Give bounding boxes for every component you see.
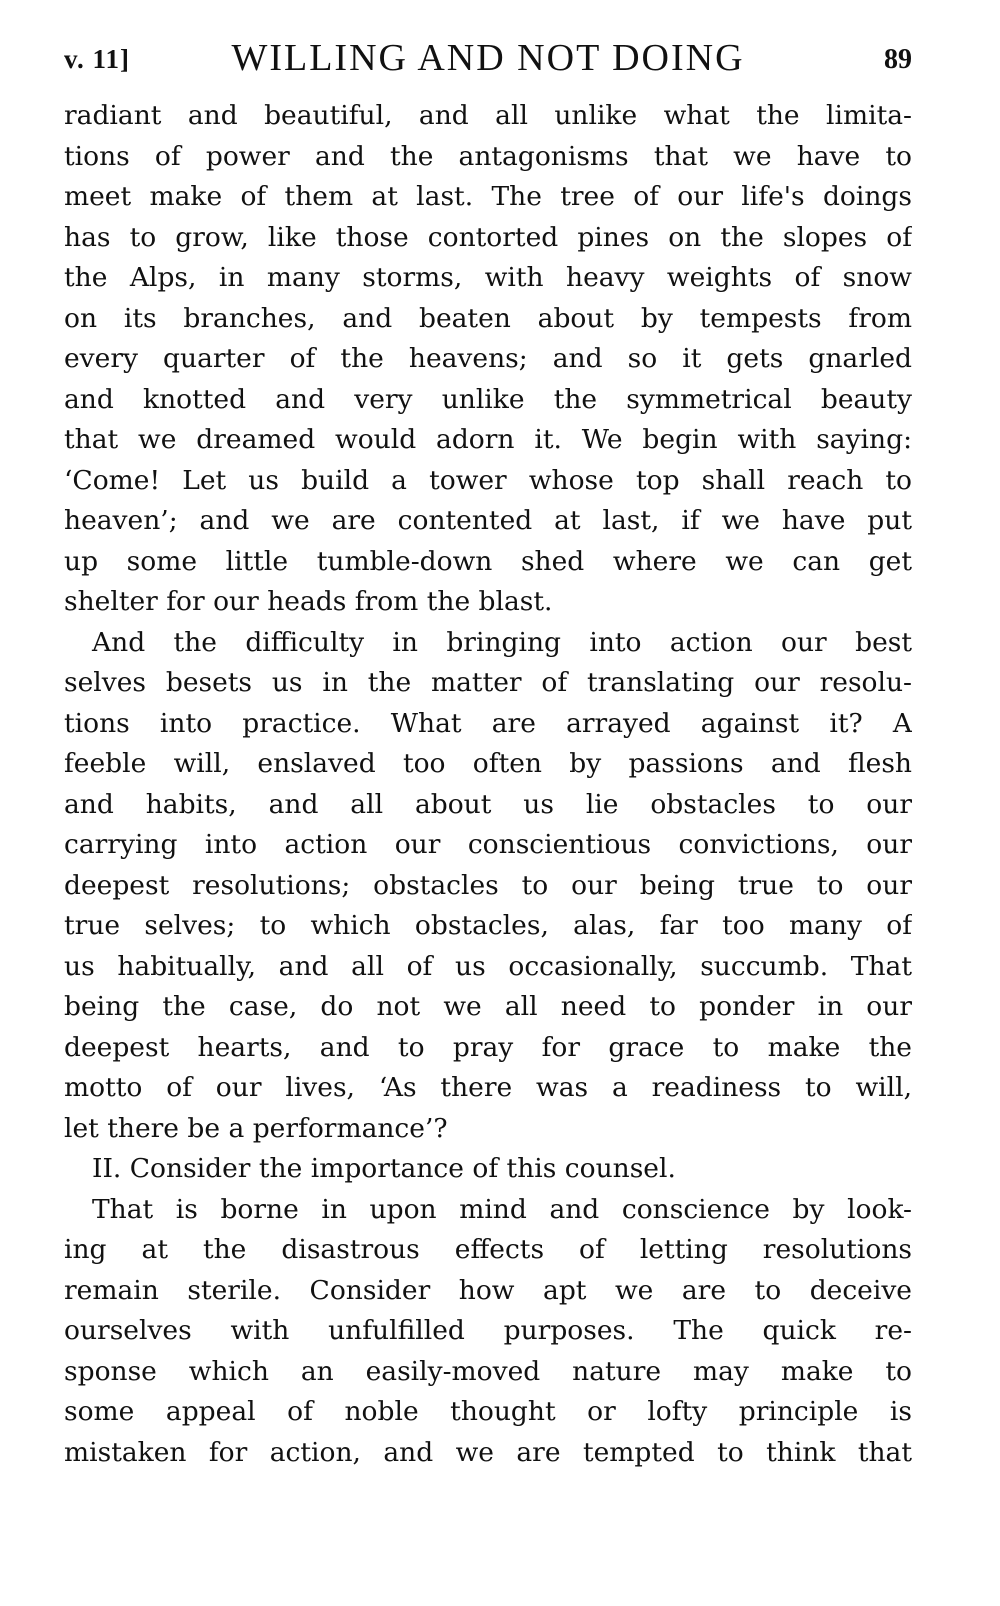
text-line: up some little tumble-down shed where we can get (64, 545, 912, 577)
text-line: deepest resolutions; obstacles to our being true to our (64, 869, 912, 901)
section-reference: v. 11] (64, 44, 131, 74)
text-line: on its branches, and beaten about by tempests from (64, 302, 912, 334)
running-title: WILLING AND NOT DOING (231, 37, 745, 79)
page-number: 89 (884, 44, 912, 75)
text-line: the Alps, in many storms, with heavy weights of snow (64, 262, 912, 293)
text-line: radiant and beautiful, and all unlike what the limita- (64, 100, 912, 131)
text-line: mistaken for action, and we are tempted to think that (64, 1436, 912, 1468)
text-line: deepest hearts, and to pray for grace to make the (64, 1031, 912, 1063)
text-line: and knotted and very unlike the symmetrical beauty (64, 383, 912, 415)
text-line: every quarter of the heavens; and so it gets gnarled (64, 343, 912, 374)
text-line: meet make of them at last. The tree of our life's doings (64, 181, 912, 212)
text-line: has to grow, like those contorted pines on the slopes of (64, 221, 912, 253)
text-line: being the case, do not we all need to ponder in our (64, 991, 912, 1022)
text-line: us habitually, and all of us occasionally, succumb. That (64, 950, 912, 982)
text-line: let there be a performance’? (64, 1112, 448, 1144)
text-line: motto of our lives, ‘As there was a readiness to will, (64, 1072, 912, 1103)
text-line: carrying into action our conscientious convictions, our (64, 829, 912, 860)
text-line: That is borne in upon mind and conscience by look- (92, 1193, 912, 1225)
text-line: selves besets us in the matter of translating our resolu- (64, 667, 912, 698)
text-line: true selves; to which obstacles, alas, far too many of (64, 910, 912, 941)
text-line: some appeal of noble thought or lofty principle is (64, 1396, 912, 1427)
book-page (64, 36, 912, 1473)
text-line: and habits, and all about us lie obstacles to our (64, 788, 912, 820)
text-line: ‘Come! Let us build a tower whose top shall reach to (64, 464, 912, 496)
text-line: tions of power and the antagonisms that we have to (64, 140, 912, 172)
text-line: II. Consider the importance of this counsel. (92, 1153, 676, 1184)
text-line: shelter for our heads from the blast. (64, 586, 553, 617)
text-line: And the difficulty in bringing into action our best (92, 626, 912, 658)
text-line: feeble will, enslaved too often by passions and flesh (64, 748, 912, 779)
text-line: tions into practice. What are arrayed against it? A (64, 707, 912, 739)
text-line: ourselves with unfulfilled purposes. The quick re- (64, 1315, 912, 1346)
text-line: ing at the disastrous effects of letting resolutions (64, 1234, 912, 1265)
running-head (64, 36, 912, 92)
body-text (64, 96, 912, 1473)
text-line: remain sterile. Consider how apt we are to deceive (64, 1274, 912, 1306)
text-line: heaven’; and we are contented at last, if we have put (64, 505, 912, 536)
text-line: sponse which an easily-moved nature may make to (64, 1355, 912, 1387)
text-line: that we dreamed would adorn it. We begin with saying: (64, 424, 912, 455)
